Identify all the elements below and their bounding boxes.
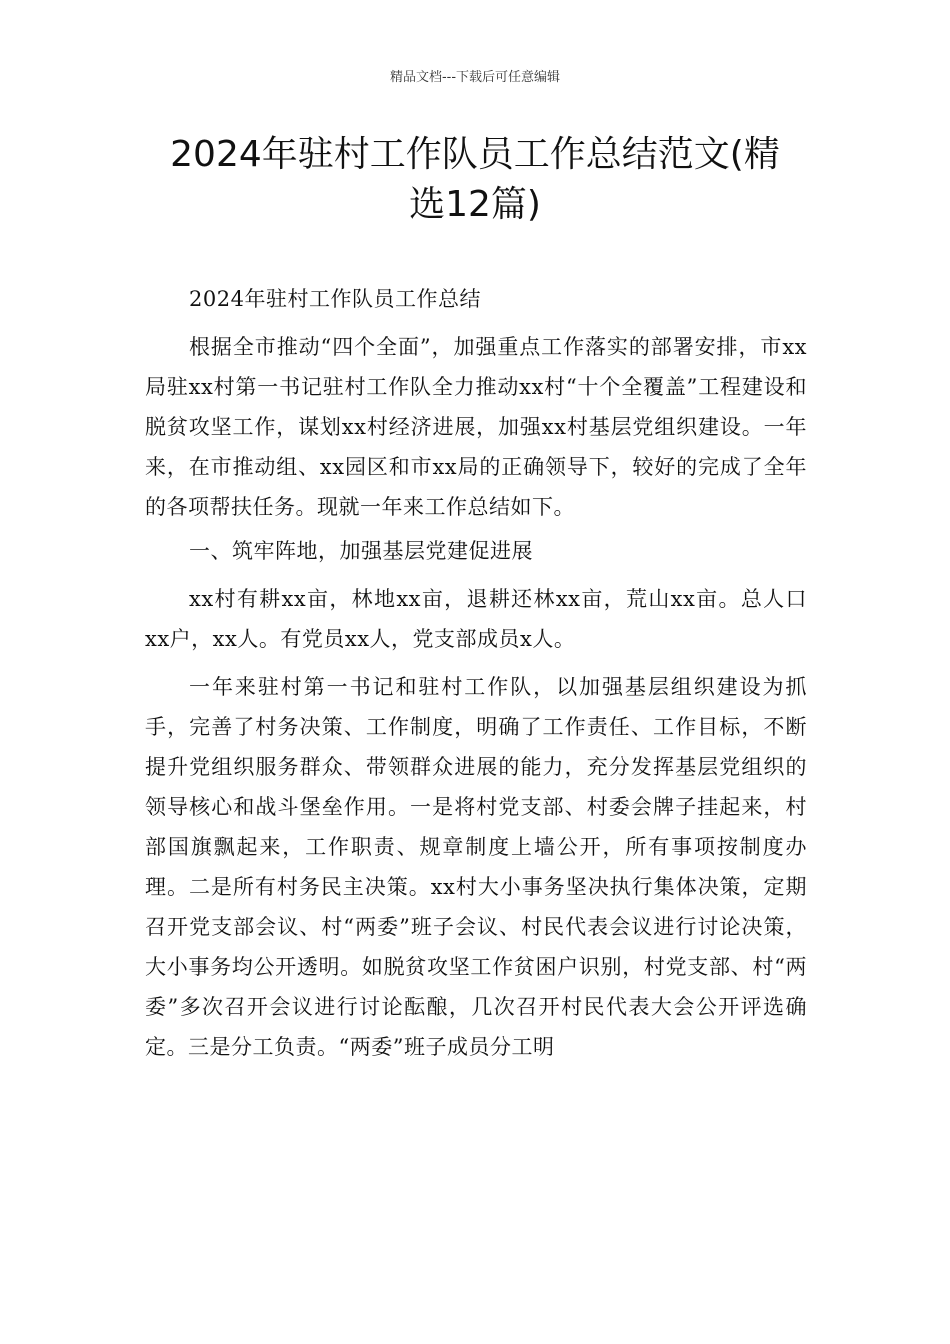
title-line-1: 2024年驻村工作队员工作总结范文(精 [170, 134, 780, 175]
paragraph-party-building: 一年来驻村第一书记和驻村工作队，以加强基层组织建设为抓手，完善了村务决策、工作制度，明确了工作责任、工作目标，不断提升党组织服务群众、带领群众进展的能力，充分发挥基层党组织的领导核心和战斗堡垒作用。一是将村党支部、村委会牌子挂起来，村部国旗飘起来，工作职责、规章制度上墙公开，所有事项按制度办理。二是所有村务民主决策。xx村大小事务坚决执行集体决策，定期召开党支部会议、村“两委”班子会议、村民代表会议进行讨论决策，大小事务均公开透明。如脱贫攻坚工作贫困户识别，村党支部、村“两委”多次召开会议进行讨论酝酿，几次召开村民代表大会公开评选确定。三是分工负责。“两委”班子成员分工明 [145, 675, 807, 1059]
paragraph-village-info: xx村有耕xx亩，林地xx亩，退耕还林xx亩，荒山xx亩。总人口xx户，xx人。有党员xx人，党支部成员x人。 [145, 587, 807, 651]
header-note: 精品文档---下载后可任意编辑 [389, 70, 561, 85]
paragraph-intro: 根据全市推动“四个全面”，加强重点工作落实的部署安排，市xx局驻xx村第一书记驻村工作队全力推动xx村“十个全覆盖”工程建设和脱贫攻坚工作，谋划xx村经济进展，加强xx村基层党组织建设。一年来，在市推动组、xx园区和市xx局的正确领导下，较好的完成了全年的各项帮扶任务。现就一年来工作总结如下。 [145, 335, 807, 519]
title-line-2: 选12篇) [409, 184, 541, 225]
document-body [145, 279, 807, 1067]
document-title [140, 130, 810, 230]
section-heading-1: 一、筑牢阵地，加强基层党建促进展 [189, 539, 533, 563]
section-heading: 2024年驻村工作队员工作总结 [189, 287, 481, 311]
